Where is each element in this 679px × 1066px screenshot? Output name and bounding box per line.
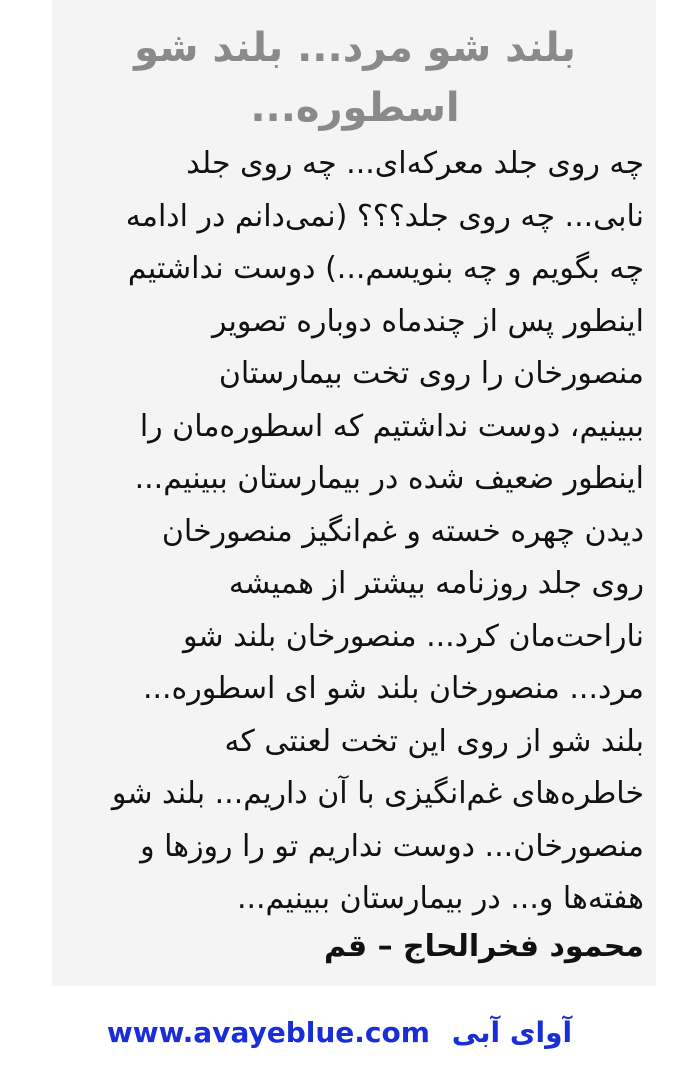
headline-line-1: بلند شو مرد... بلند شو [134, 25, 576, 71]
clipping-content [66, 0, 644, 986]
article-body [66, 138, 644, 926]
body-line: چه روی جلد معرکه‌ای... چه روی جلد [186, 146, 644, 181]
body-line: مرد... منصورخان بلند شو ای اسطوره... [142, 671, 644, 706]
body-line: منصورخان... دوست نداریم تو را روزها و [140, 828, 644, 864]
body-line: روی جلد روزنامه بیشتر از همیشه [228, 566, 644, 601]
body-line: منصورخان را روی تخت بیمارستان [218, 356, 644, 391]
body-line: خاطره‌های غم‌انگیزی با آن داریم... بلند شو [111, 776, 644, 811]
body-line: نابی... چه روی جلد؟؟؟ (نمی‌دانم در ادامه [125, 198, 644, 234]
body-line: اینطور پس از چندماه دوباره تصویر [211, 303, 644, 339]
site-name: آوای آبی [451, 1016, 573, 1049]
headline-line-2: اسطوره... [250, 85, 460, 131]
author-signature: محمود فخرالحاج – قم [324, 928, 644, 964]
site-url-link[interactable]: www.avayeblue.com [106, 1016, 430, 1049]
body-line: اینطور ضعیف شده در بیمارستان ببینیم... [134, 461, 644, 496]
body-line: هفته‌ها و... در بیمارستان ببینیم... [236, 881, 644, 916]
body-line: ببینیم، دوست نداشتیم که اسطوره‌مان را [139, 408, 644, 444]
newspaper-clipping [52, 0, 656, 986]
body-line: دیدن چهره خسته و غم‌انگیز منصورخان [161, 513, 644, 549]
body-line: چه بگویم و چه بنویسم...) دوست نداشتیم [127, 251, 644, 286]
site-footer [0, 1010, 679, 1056]
body-line: ناراحت‌مان کرد... منصورخان بلند شو [182, 618, 644, 654]
body-line: بلند شو از روی این تخت لعنتی که [224, 723, 644, 759]
article-headline [66, 0, 644, 138]
